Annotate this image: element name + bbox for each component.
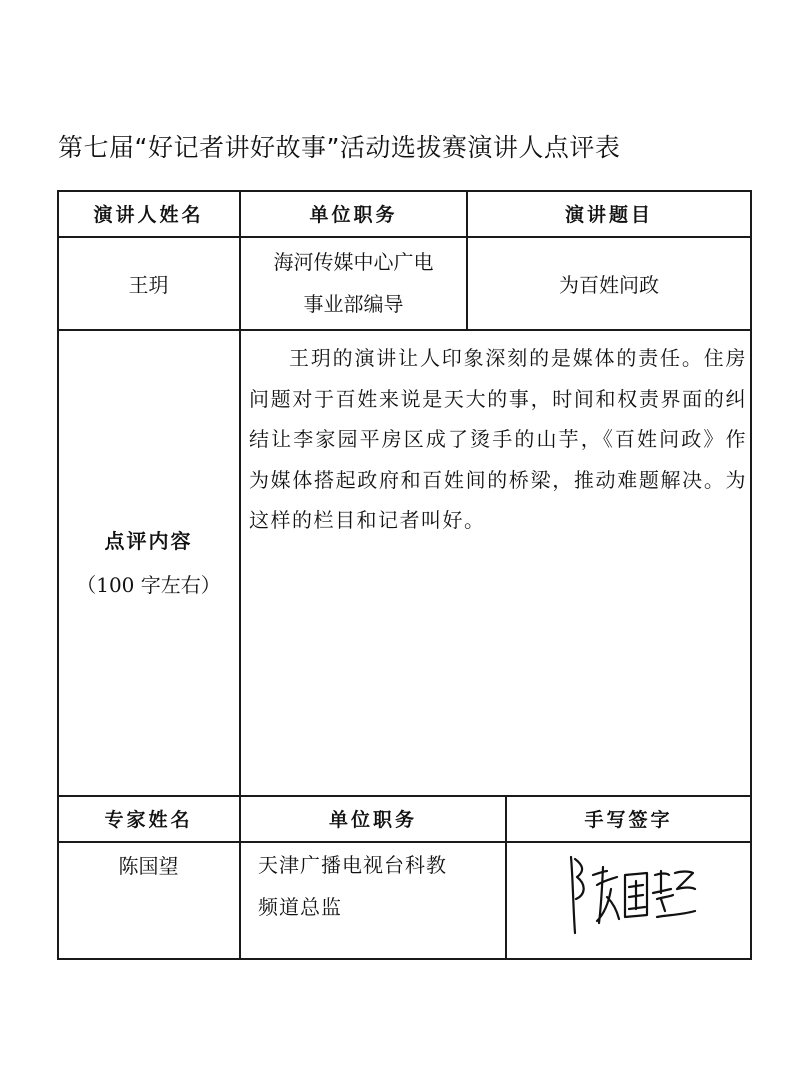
review-label-title: 点评内容 [104, 529, 193, 553]
review-form-table [57, 190, 752, 960]
speech-topic: 为百姓问政 [559, 272, 659, 297]
table-border-bottom [57, 958, 752, 960]
table-divider [57, 329, 752, 331]
header-expert-position: 单位职务 [328, 809, 417, 831]
expert-name: 陈国望 [118, 854, 179, 878]
expert-position [240, 842, 506, 938]
header-expert-name: 专家姓名 [104, 809, 193, 831]
header-speech-topic: 演讲题目 [564, 203, 653, 226]
speaker-position-line: 事业部编导 [303, 292, 404, 316]
review-label [57, 333, 240, 793]
header-speaker-name: 演讲人姓名 [93, 203, 204, 226]
review-label-note: （100 字左右） [76, 573, 221, 597]
speaker-position [240, 237, 467, 329]
expert-position-line: 天津广播电视台科教 [258, 853, 447, 877]
review-comment-text: 王玥的演讲让人印象深刻的是媒体的责任。住房问题对于百姓来说是天大的事，时间和权责界面的纠结让李家园平房区成了烫手的山芋，《百姓问政》作为媒体搭起政府和百姓间的桥梁，推动难题解决。为这样的栏目和记者叫好。 [249, 346, 747, 532]
header-handwritten-signature: 手写签字 [584, 809, 673, 831]
speaker-position-line: 海河传媒中心广电 [273, 250, 434, 274]
expert-position-line: 频道总监 [258, 895, 342, 919]
handwritten-signature [557, 845, 717, 940]
speaker-name: 王玥 [128, 272, 169, 297]
page-title: 第七届“好记者讲好故事”活动选拔赛演讲人点评表 [58, 133, 621, 162]
header-unit-position: 单位职务 [309, 203, 398, 226]
